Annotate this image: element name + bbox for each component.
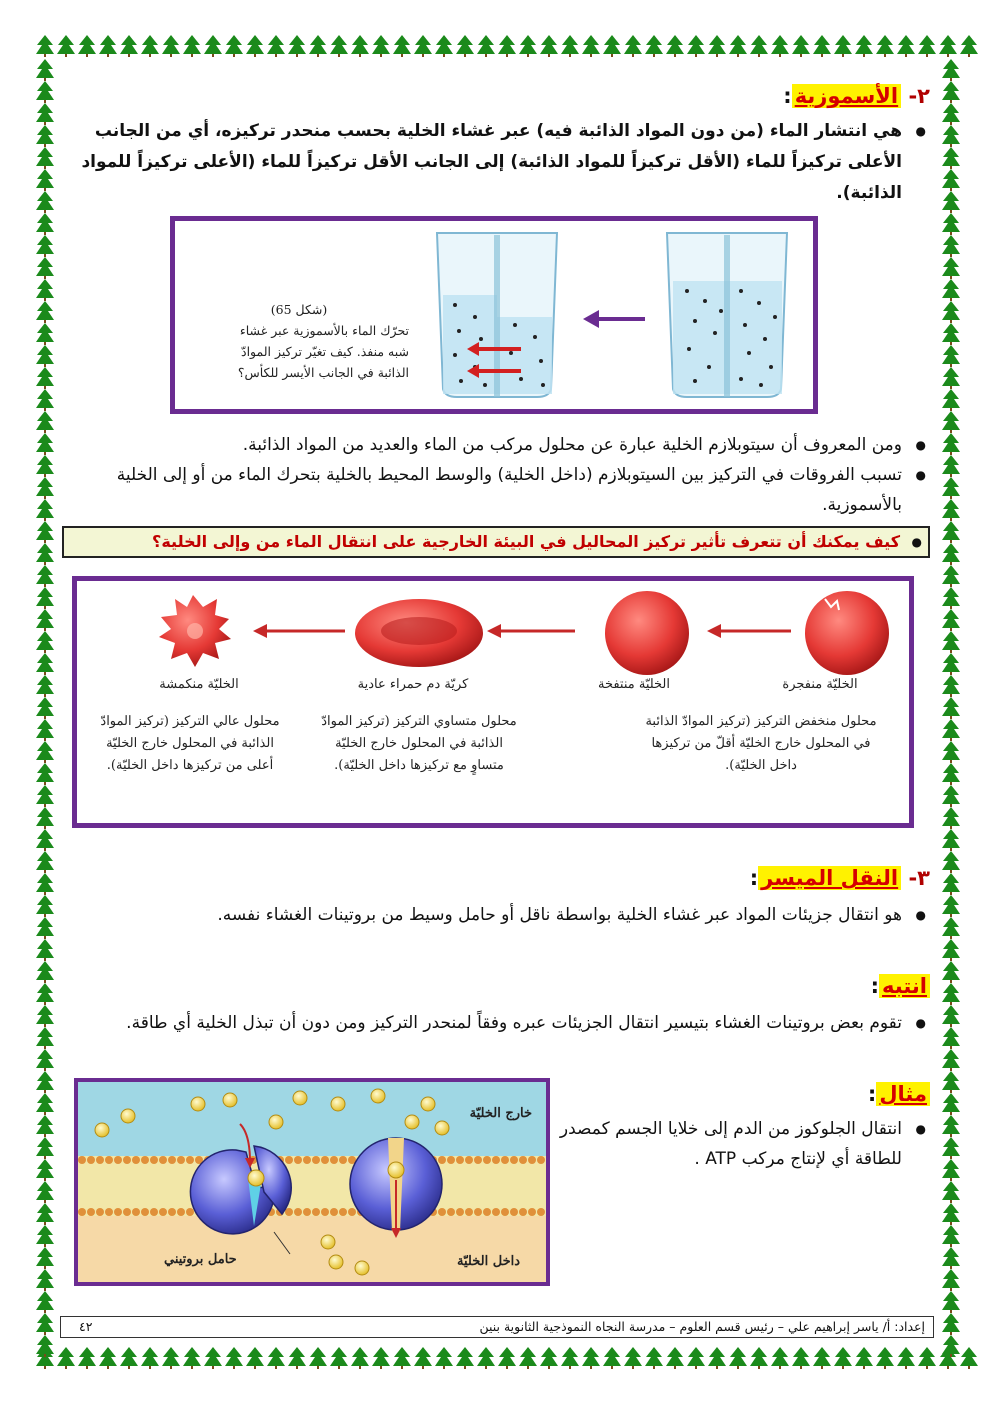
desc-hypertonic: محلول عالي التركيز (تركيز الموادّ الذائبة في المحلول خارج الخليّة أعلى من تركيزها داخل الخليّة). (100, 714, 280, 773)
cell-burst (805, 591, 889, 675)
beaker-right (667, 233, 787, 397)
cell-swollen (605, 591, 689, 675)
border-right (940, 0, 962, 1403)
label-shrunken: الخليّة منكمشة (159, 677, 239, 692)
facilitated-number: ٣- (908, 866, 930, 890)
cells-illustration (77, 581, 909, 691)
desc-hypotonic: محلول منخفض التركيز (تركيز الموادّ الذائبة في المحلول خارج الخليّة أقلّ من تركيزها داخل الخليّة). (645, 714, 877, 773)
facilitated-definition: ● هو انتقال جزيئات المواد عبر غشاء الخلية بواسطة ناقل أو حامل وسيط من بروتينات الغشاء نفسه. (68, 900, 928, 930)
osmosis-heading: ٢- الأسموزية: (783, 84, 930, 108)
facilitated-title: النقل الميسر (758, 866, 901, 890)
cell-shrunken (159, 595, 231, 667)
note-title: انتبه (879, 974, 930, 998)
example-heading: مثال: (868, 1082, 930, 1106)
caption-line-2: تحرّك الماء بالأسموزية عبر غشاء (239, 323, 409, 338)
note-text: ● تقوم بعض بروتينات الغشاء بتيسير انتقال الجزيئات عبره وفقاً لمنحدر التركيز ومن دون أن تبذل الخلية أي طاقة. (68, 1008, 928, 1038)
label-normal: كريّة دم حمراء عادية (357, 677, 469, 692)
caption-line-1: (شكل 65) (270, 302, 328, 317)
label-carrier: حامل بروتيني (164, 1252, 237, 1267)
beaker-figure (170, 216, 818, 414)
border-left (34, 0, 56, 1403)
facilitated-heading: ٣- النقل الميسر: (749, 866, 930, 890)
footer (60, 1316, 934, 1338)
blood-cell-figure (72, 576, 914, 828)
osmosis-question: ● كيف يمكنك أن تتعرف تأثير تركيز المحاليل في البيئة الخارجية على انتقال الماء من وإلى الخلية؟ (62, 526, 930, 558)
osmosis-title: الأسموزية (792, 84, 901, 108)
facilitated-def-block (68, 900, 928, 930)
beaker-caption (189, 299, 409, 383)
caption-line-4: الذائبة في الجانب الأيسر للكأس؟ (237, 365, 409, 380)
label-outside: خارج الخليّة (469, 1106, 532, 1121)
desc-isotonic: محلول متساوي التركيز (تركيز الموادّ الذائبة في المحلول خارج الخليّة متساوٍ مع تركيزها داخل الخليّة). (321, 714, 517, 773)
fact-1: ● ومن المعروف أن سيتوبلازم الخلية عبارة عن محلول مركب من الماء والعديد من المواد الذائبة. (68, 430, 928, 460)
footer-credit: إعداد: أ/ ياسر إبراهيم علي – رئيس قسم العلوم – مدرسة النجاه النموذجية الثانوية بنين (479, 1319, 925, 1334)
example-text: ● انتقال الجلوكوز من الدم إلى خلايا الجسم كمصدر للطاقة أي لإنتاج مركب ATP . (556, 1114, 928, 1174)
membrane-figure (74, 1078, 550, 1286)
fact-2: ● تسبب الفروقات في التركيز بين السيتوبلازم (داخل الخلية) والوسط المحيط بالخلية بتحرك الماء من أو إلى الخلية بالأسموزية. (68, 460, 928, 520)
example-block (556, 1114, 928, 1174)
note-heading: انتبه: (871, 974, 930, 998)
note-block (68, 1008, 928, 1038)
osmosis-definition: ● هي انتشار الماء (من دون المواد الذائبة فيه) عبر غشاء الخلية بحسب منحدر تركيزه، أي من الجانب الأعلى تركيزاً للماء (الأقل تركيزاً للمواد الذائبة) إلى الجانب الأقل تركيزاً للماء (الأعلى تركيزاً للمواد الذائبة). (68, 116, 928, 209)
label-inside: داخل الخليّة (457, 1254, 520, 1269)
osmosis-definition-block (68, 116, 928, 209)
example-title: مثال (876, 1082, 930, 1106)
beaker-left (437, 233, 557, 397)
osmosis-number: ٢- (908, 84, 930, 108)
label-swollen: الخليّة منتفخة (597, 677, 671, 692)
border-bottom (0, 1346, 992, 1370)
caption-line-3: شبه منفذ. كيف تغيّر تركيز الموادّ (241, 344, 409, 359)
osmosis-facts (68, 430, 928, 520)
arrow-left-purple (583, 310, 645, 328)
label-burst: الخليّة منفجرة (782, 677, 858, 692)
page-number: ٤٢ (79, 1319, 93, 1334)
cell-normal (355, 599, 483, 667)
